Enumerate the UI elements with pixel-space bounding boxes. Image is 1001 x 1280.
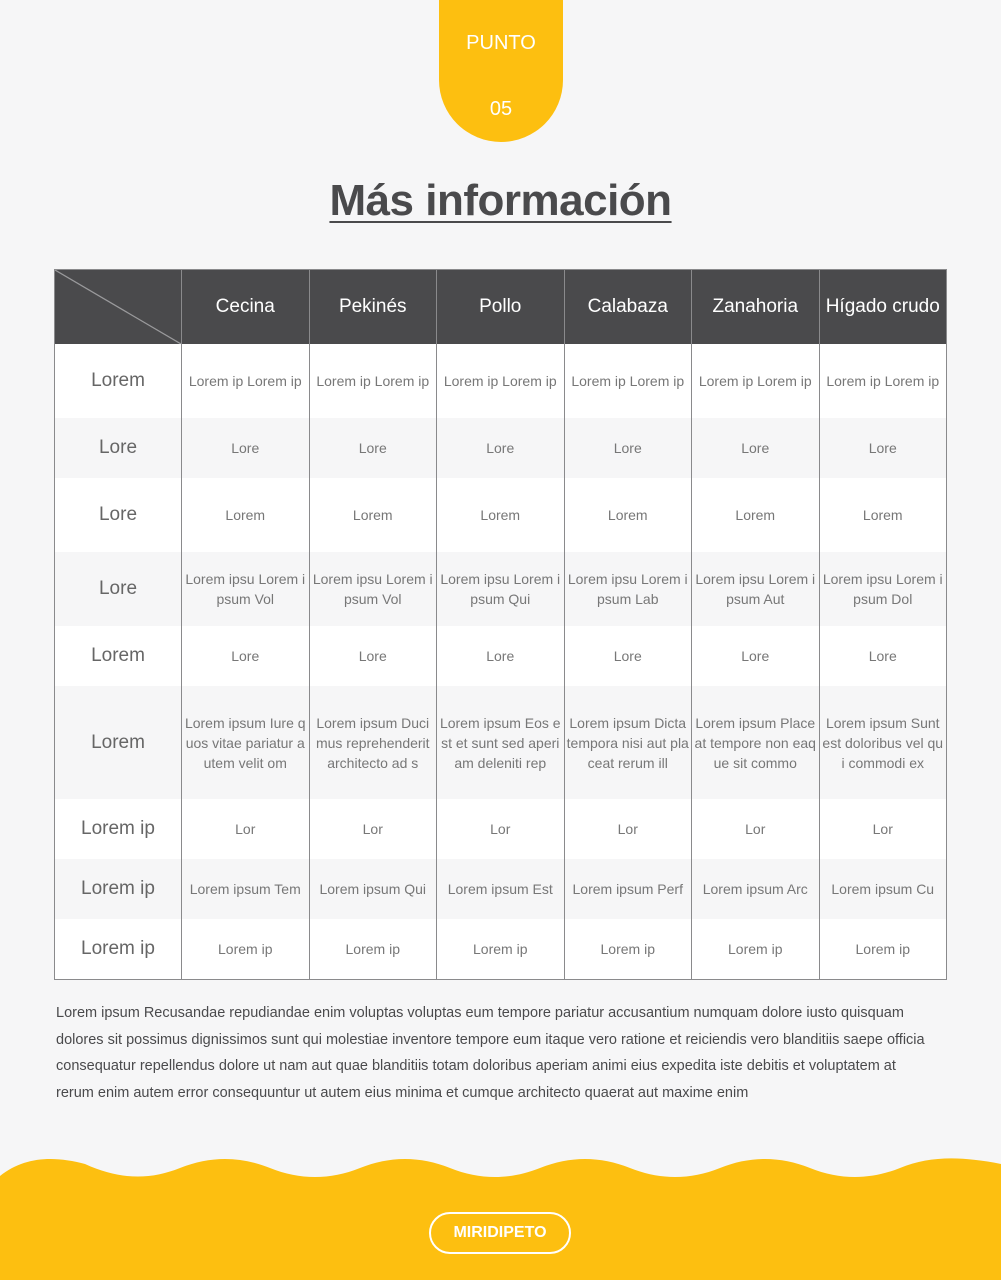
table-cell: Lor: [182, 799, 310, 859]
table-cell: Lorem ipsu Lorem ipsum Qui: [437, 552, 565, 626]
table-row: [55, 478, 947, 552]
table-cell: Lorem ipsu Lorem ipsum Lab: [564, 552, 692, 626]
section-badge: [439, 0, 563, 142]
row-header: Lorem ip: [55, 919, 182, 979]
table-cell: Lorem: [309, 478, 437, 552]
table-row: [55, 344, 947, 418]
table-cell: Lore: [309, 418, 437, 478]
table-cell: Lore: [182, 626, 310, 686]
table-cell: Lorem ipsum Ducimus reprehenderit architecto ad s: [309, 686, 437, 799]
table-cell: Lorem ipsum Placeat tempore non eaque sit commo: [692, 686, 820, 799]
table-cell: Lore: [437, 626, 565, 686]
table-cell: Lorem: [182, 478, 310, 552]
row-header: Lorem: [55, 686, 182, 799]
table-cell: Lorem ip Lorem ip: [437, 344, 565, 418]
table-row: [55, 799, 947, 859]
table-cell: Lorem ipsum Cu: [819, 859, 947, 919]
table-cell: Lorem ipsum Eos est et sunt sed aperiam deleniti rep: [437, 686, 565, 799]
table-cell: Lorem ipsu Lorem ipsum Vol: [182, 552, 310, 626]
badge-number: 05: [489, 98, 513, 120]
table-cell: Lore: [309, 626, 437, 686]
comparison-table: [54, 269, 947, 980]
table-cell: Lorem ipsum Est: [437, 859, 565, 919]
table-cell: Lorem ipsu Lorem ipsum Aut: [692, 552, 820, 626]
row-header: Lore: [55, 478, 182, 552]
table-cell: Lorem ip: [309, 919, 437, 979]
table-body: [55, 344, 947, 979]
table-row: [55, 552, 947, 626]
table-cell: Lorem ip Lorem ip: [819, 344, 947, 418]
table-cell: Lorem ip Lorem ip: [182, 344, 310, 418]
table-cell: Lorem ipsum Dicta tempora nisi aut placeat rerum ill: [564, 686, 692, 799]
table-cell: Lore: [819, 418, 947, 478]
table-cell: Lore: [182, 418, 310, 478]
table-cell: Lore: [819, 626, 947, 686]
table-cell: Lor: [437, 799, 565, 859]
table-cell: Lore: [564, 418, 692, 478]
table-cell: Lorem ip: [692, 919, 820, 979]
table-row: [55, 919, 947, 979]
row-header: Lorem: [55, 344, 182, 418]
header-row: [55, 270, 947, 345]
column-header: Pekinés: [309, 270, 437, 345]
table-cell: Lorem ip: [564, 919, 692, 979]
table-cell: Lorem: [819, 478, 947, 552]
corner-cell: [55, 270, 182, 345]
table-row: [55, 626, 947, 686]
table-cell: Lorem ip Lorem ip: [692, 344, 820, 418]
table-cell: Lorem ipsum Qui: [309, 859, 437, 919]
page-title: Más información: [329, 176, 672, 225]
footer-button[interactable]: MIRIDIPETO: [429, 1212, 571, 1254]
table-cell: Lorem ip Lorem ip: [309, 344, 437, 418]
table-cell: Lorem ipsu Lorem ipsum Dol: [819, 552, 947, 626]
table-cell: Lore: [437, 418, 565, 478]
table-cell: Lorem: [564, 478, 692, 552]
row-header: Lore: [55, 418, 182, 478]
badge-label: PUNTO: [466, 32, 536, 54]
table-cell: Lore: [692, 418, 820, 478]
diagonal-line: [55, 270, 181, 344]
table-cell: Lorem ip Lorem ip: [564, 344, 692, 418]
table-cell: Lor: [564, 799, 692, 859]
column-header: Zanahoria: [692, 270, 820, 345]
column-header: Calabaza: [564, 270, 692, 345]
table-cell: Lorem ipsum Perf: [564, 859, 692, 919]
row-header: Lore: [55, 552, 182, 626]
table-row: [55, 686, 947, 799]
table-cell: Lorem: [692, 478, 820, 552]
column-header: Hígado crudo: [819, 270, 947, 345]
row-header: Lorem: [55, 626, 182, 686]
table-row: [55, 418, 947, 478]
table-cell: Lorem ip: [437, 919, 565, 979]
table-cell: Lorem ip: [182, 919, 310, 979]
table-cell: Lorem ip: [819, 919, 947, 979]
table-cell: Lore: [692, 626, 820, 686]
column-header: Cecina: [182, 270, 310, 345]
row-header: Lorem ip: [55, 799, 182, 859]
table-cell: Lorem ipsum Iure quos vitae pariatur autem velit om: [182, 686, 310, 799]
table-cell: Lorem ipsum Arc: [692, 859, 820, 919]
table-cell: Lorem: [437, 478, 565, 552]
table-cell: Lor: [819, 799, 947, 859]
table-cell: Lor: [309, 799, 437, 859]
body-paragraph: Lorem ipsum Recusandae repudiandae enim voluptas voluptas eum tempore pariatur accusantium numquam dolore iusto quisquam dolores sit possimus dignissimos sunt qui molestiae inventore tempore eum itaque vero ratione et reiciendis vero blanditiis saepe officia consequatur repellendus dolore ut nam aut quae blanditiis totam doloribus aperiam animi eius expedita iste debitis et voluptatem at rerum enim autem error consequuntur ut autem eius minima et cumque architecto quaerat aut maxime enim: [56, 1005, 925, 1102]
table-cell: Lorem ipsum Sunt est doloribus vel qui commodi ex: [819, 686, 947, 799]
table-cell: Lor: [692, 799, 820, 859]
table-cell: Lorem ipsu Lorem ipsum Vol: [309, 552, 437, 626]
table-cell: Lore: [564, 626, 692, 686]
comparison-table-container: [54, 269, 946, 978]
table-header: [55, 270, 947, 345]
table-cell: Lorem ipsum Tem: [182, 859, 310, 919]
row-header: Lorem ip: [55, 859, 182, 919]
table-row: [55, 859, 947, 919]
column-header: Pollo: [437, 270, 565, 345]
